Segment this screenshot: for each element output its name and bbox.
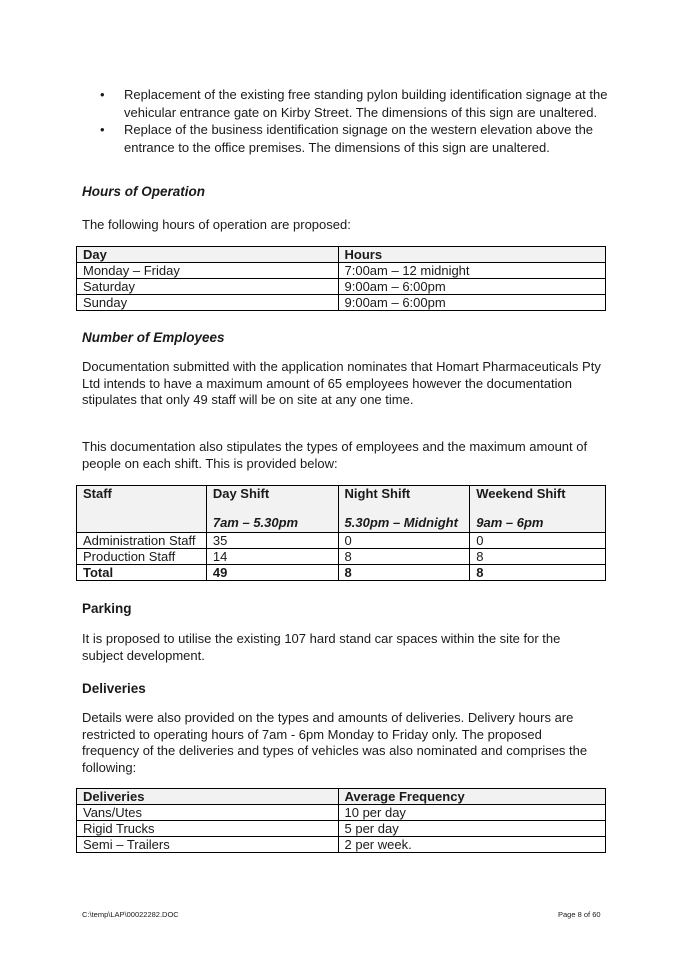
table-row	[77, 549, 606, 565]
total-row	[77, 565, 606, 581]
table-row	[77, 295, 606, 311]
hours-intro: The following hours of operation are proposed:	[82, 217, 351, 232]
deliveries-table	[76, 788, 606, 853]
header-label: Weekend Shift	[476, 486, 566, 501]
day-cell: Monday – Friday	[77, 263, 339, 279]
bullet-text: Replace of the business identification signage on the western elevation above the entrance to the office premises. The dimensions of this sign are unaltered.	[124, 122, 594, 155]
total-day-cell: 49	[206, 565, 338, 581]
frequency-cell: 2 per week.	[338, 837, 606, 853]
frequency-cell: 10 per day	[338, 805, 606, 821]
table-header-row	[77, 789, 606, 805]
frequency-cell: 5 per day	[338, 821, 606, 837]
table-row	[77, 263, 606, 279]
hours-table	[76, 246, 606, 311]
table-header-row	[77, 247, 606, 263]
staff-cell: Administration Staff	[77, 533, 207, 549]
bullet-text: Replacement of the existing free standing pylon building identification signage at the vehicular entrance gate on Kirby Street. The dimensions of this sign are unaltered.	[124, 87, 608, 120]
col-staff-header	[77, 486, 207, 533]
delivery-type-cell: Rigid Trucks	[77, 821, 339, 837]
header-label: Staff	[83, 486, 112, 501]
total-weekend-cell: 8	[470, 565, 606, 581]
day-count-cell: 14	[206, 549, 338, 565]
col-frequency-header: Average Frequency	[338, 789, 606, 805]
staff-cell: Production Staff	[77, 549, 207, 565]
footer-file-path: C:\temp\LAP\00022282.DOC	[82, 910, 179, 919]
hours-cell: 7:00am – 12 midnight	[338, 263, 606, 279]
day-count-cell: 35	[206, 533, 338, 549]
employees-heading: Number of Employees	[82, 330, 225, 345]
hours-cell: 9:00am – 6:00pm	[338, 279, 606, 295]
signage-bullet-list	[100, 86, 610, 156]
table-row	[77, 821, 606, 837]
weekend-count-cell: 0	[470, 533, 606, 549]
col-day-header: Day	[77, 247, 339, 263]
hours-heading: Hours of Operation	[82, 184, 206, 199]
list-item	[100, 86, 610, 121]
bullet-icon: •	[100, 122, 105, 137]
header-sublabel: 9am – 6pm	[476, 515, 544, 530]
list-item	[100, 121, 610, 156]
header-sublabel: 5.30pm – Midnight	[344, 515, 458, 530]
employees-paragraph-2: This documentation also stipulates the types of employees and the maximum amount of people on each shift. This is provided below:	[82, 439, 588, 471]
col-deliveries-header: Deliveries	[77, 789, 339, 805]
total-night-cell: 8	[338, 565, 470, 581]
weekend-count-cell: 8	[470, 549, 606, 565]
delivery-type-cell: Vans/Utes	[77, 805, 339, 821]
total-label-cell: Total	[77, 565, 207, 581]
table-header-row	[77, 486, 606, 533]
day-cell: Saturday	[77, 279, 339, 295]
col-night-shift-header	[338, 486, 470, 533]
header-sublabel: 7am – 5.30pm	[212, 515, 299, 530]
staff-table	[76, 485, 606, 581]
table-row	[77, 279, 606, 295]
header-label: Day Shift	[212, 486, 270, 501]
delivery-type-cell: Semi – Trailers	[77, 837, 339, 853]
col-day-shift-header	[206, 486, 338, 533]
bullet-icon: •	[100, 87, 105, 102]
parking-heading: Parking	[82, 601, 132, 616]
parking-paragraph: It is proposed to utilise the existing 107 hard stand car spaces within the site for the subject development.	[82, 631, 561, 663]
deliveries-paragraph: Details were also provided on the types and amounts of deliveries. Delivery hours are restricted to operating hours of 7am - 6pm Monday to Friday only. The proposed frequency of the deliveries and types of vehicles was also nominated and comprises the following:	[82, 710, 588, 775]
col-hours-header: Hours	[338, 247, 606, 263]
col-weekend-shift-header	[470, 486, 606, 533]
table-row	[77, 533, 606, 549]
table-row	[77, 837, 606, 853]
night-count-cell: 8	[338, 549, 470, 565]
deliveries-heading: Deliveries	[82, 681, 146, 696]
day-cell: Sunday	[77, 295, 339, 311]
table-row	[77, 805, 606, 821]
hours-cell: 9:00am – 6:00pm	[338, 295, 606, 311]
footer-page-number: Page 8 of 60	[558, 910, 601, 919]
header-label: Night Shift	[344, 486, 411, 501]
night-count-cell: 0	[338, 533, 470, 549]
employees-paragraph-1: Documentation submitted with the application nominates that Homart Pharmaceuticals Pty Ltd intends to have a maximum amount of 65 employees however the documentation stipulates that only 49 staff will be on site at any one time.	[82, 359, 601, 408]
